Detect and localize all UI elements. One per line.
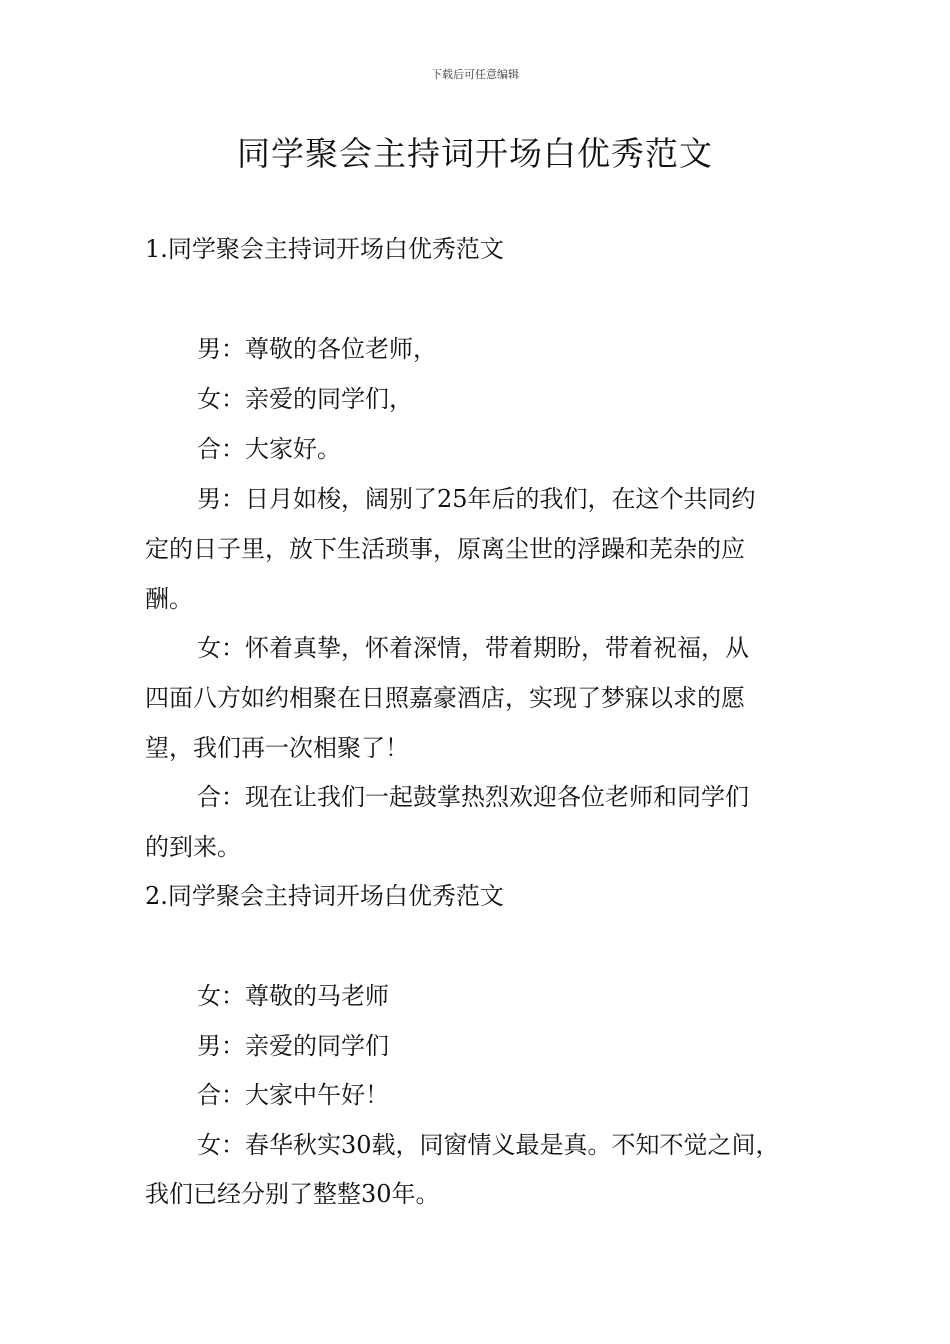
paragraph-line: 女：怀着真挚，怀着深情，带着期盼，带着祝福，从 [197,634,749,662]
page-title: 同学聚会主持词开场白优秀范文 [237,134,713,173]
paragraph-line: 女：春华秋实30载，同窗情义最是真。不知不觉之间， [197,1131,780,1159]
paragraph-line: 合：现在让我们一起鼓掌热烈欢迎各位老师和同学们 [197,783,749,811]
paragraph-line: 合：大家中午好！ [197,1081,389,1109]
paragraph-line: 合：大家好。 [197,435,341,463]
paragraph-line: 望，我们再一次相聚了！ [145,734,409,762]
paragraph-line: 女：亲爱的同学们， [197,385,413,413]
header-note: 下载后可任意编辑 [431,68,519,81]
paragraph-line: 四面八方如约相聚在日照嘉豪酒店，实现了梦寐以求的愿 [145,684,745,712]
paragraph-line: 我们已经分别了整整30年。 [145,1180,440,1208]
paragraph-line: 女：尊敬的马老师 [197,982,389,1010]
paragraph-line: 男：日月如梭，阔别了25年后的我们，在这个共同约 [197,485,756,513]
section-heading-2: 2.同学聚会主持词开场白优秀范文 [145,882,504,910]
paragraph-line: 男：亲爱的同学们 [197,1032,389,1060]
paragraph-line: 男：尊敬的各位老师， [197,335,437,363]
paragraph-line: 酬。 [145,585,193,613]
paragraph-line: 的到来。 [145,833,241,861]
section-heading-1: 1.同学聚会主持词开场白优秀范文 [145,235,504,263]
paragraph-line: 定的日子里，放下生活琐事，原离尘世的浮躁和芜杂的应 [145,535,745,563]
